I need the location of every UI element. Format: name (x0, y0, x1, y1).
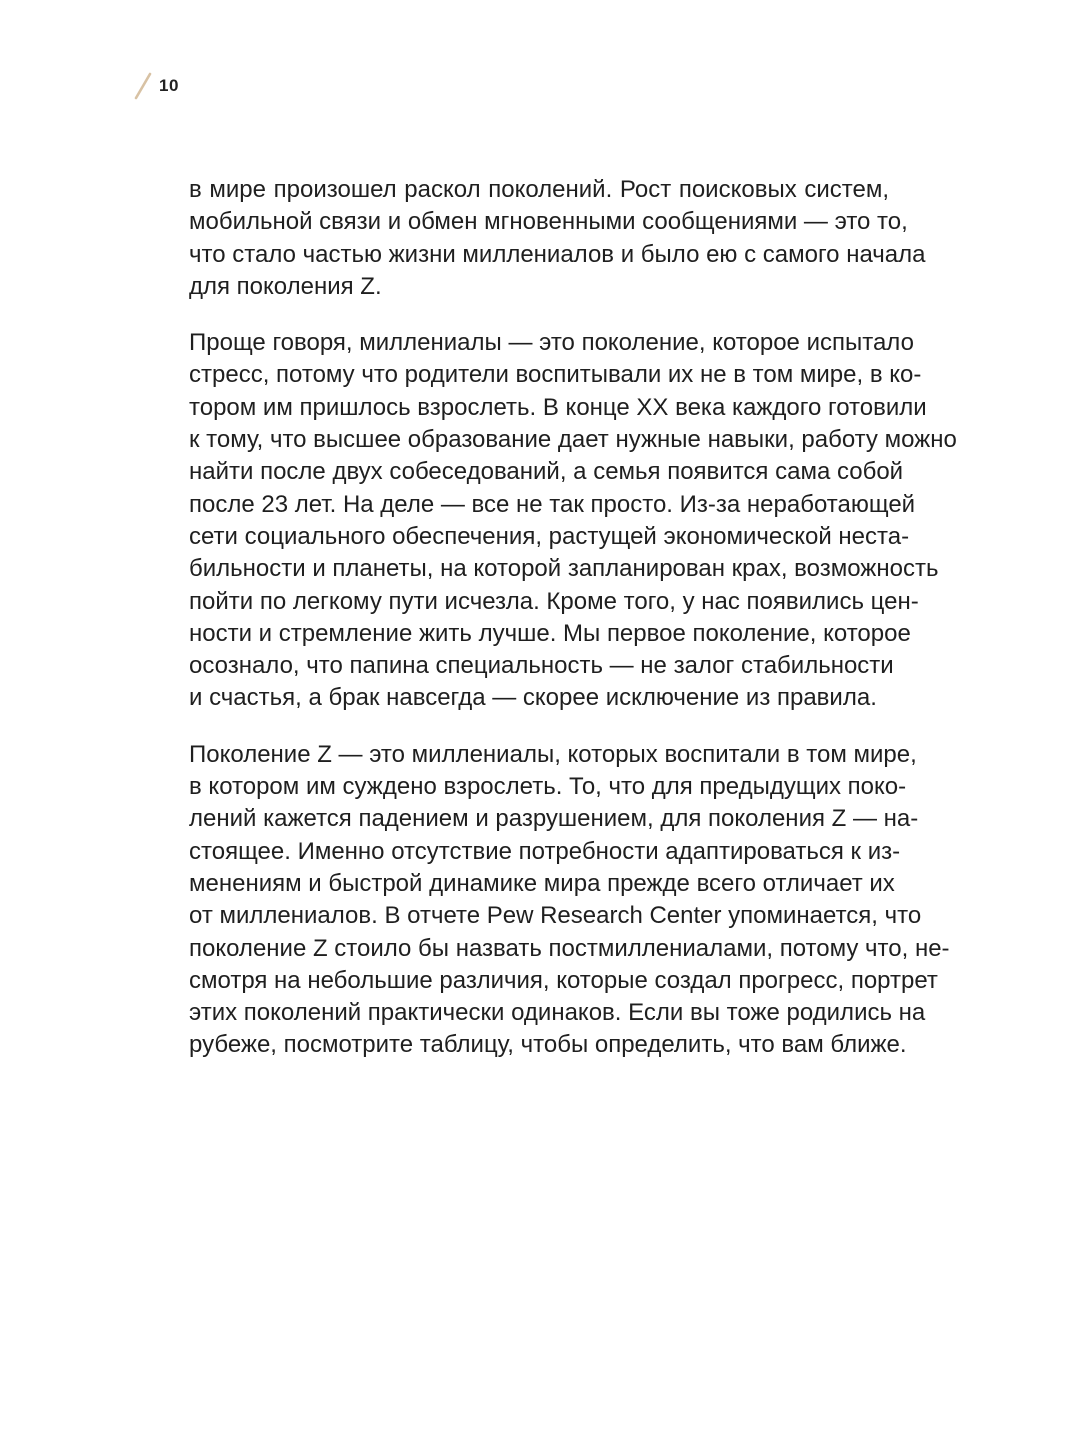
text-line: и счастья, а брак навсегда — скорее исключение из правила. (189, 684, 877, 712)
text-line: поколение Z стоило бы назвать постмиллениалами, потому что, не- (189, 934, 950, 962)
text-line: осознало, что папина специальность — не залог стабильности (189, 652, 894, 680)
text-line: рубеже, посмотрите таблицу, чтобы определить, что вам ближе. (189, 1031, 907, 1059)
text-line: стоящее. Именно отсутствие потребности адаптироваться к из- (189, 837, 901, 865)
text-line: от миллениалов. В отчете Pew Research Center упоминается, что (189, 902, 922, 930)
text-line: лений кажется падением и разрушением, для поколения Z — на- (189, 805, 919, 833)
text-line: что стало частью жизни миллениалов и было ею с самого начала (189, 240, 926, 268)
text-line: в котором им суждено взрослеть. То, что для предыдущих поко- (189, 773, 907, 801)
text-line: в мире произошел раскол поколений. Рост поисковых систем, (189, 176, 889, 203)
text-line: пойти по легкому пути исчезла. Кроме того, у нас появились цен- (189, 587, 919, 615)
paragraph (189, 174, 926, 303)
text-line: менениям и быстрой динамике мира прежде всего отличает их (189, 869, 895, 897)
page-number: 10 (159, 76, 179, 95)
body-text (189, 174, 957, 1086)
paragraph (189, 327, 957, 715)
page-header (133, 70, 179, 102)
paragraph (189, 739, 950, 1062)
text-line: Проще говоря, миллениалы — это поколение, которое испытало (189, 329, 914, 357)
text-line: к тому, что высшее образование дает нужные навыки, работу можно (189, 426, 957, 454)
text-line: смотря на небольшие различия, которые создал прогресс, портрет (189, 966, 938, 994)
slash-mark-icon (133, 71, 153, 101)
text-line: после 23 лет. На деле — все не так просто. Из-за неработающей (189, 490, 916, 518)
text-line: тором им пришлось взрослеть. В конце XX века каждого готовили (189, 393, 927, 421)
text-line: найти после двух собеседований, а семья появится сама собой (189, 458, 904, 486)
text-line: ности и стремление жить лучше. Мы первое поколение, которое (189, 619, 911, 647)
text-line: сети социального обеспечения, растущей экономической неста- (189, 522, 910, 550)
text-line: для поколения Z. (189, 272, 382, 300)
text-line: бильности и планеты, на которой запланирован крах, возможность (189, 555, 939, 583)
text-line: мобильной связи и обмен мгновенными сообщениями — это то, (189, 208, 908, 236)
text-line: этих поколений практически одинаков. Если вы тоже родились на (189, 999, 926, 1027)
text-line: стресс, потому что родители воспитывали их не в том мире, в ко- (189, 361, 922, 389)
text-line: Поколение Z — это миллениалы, которых воспитали в том мире, (189, 740, 917, 768)
